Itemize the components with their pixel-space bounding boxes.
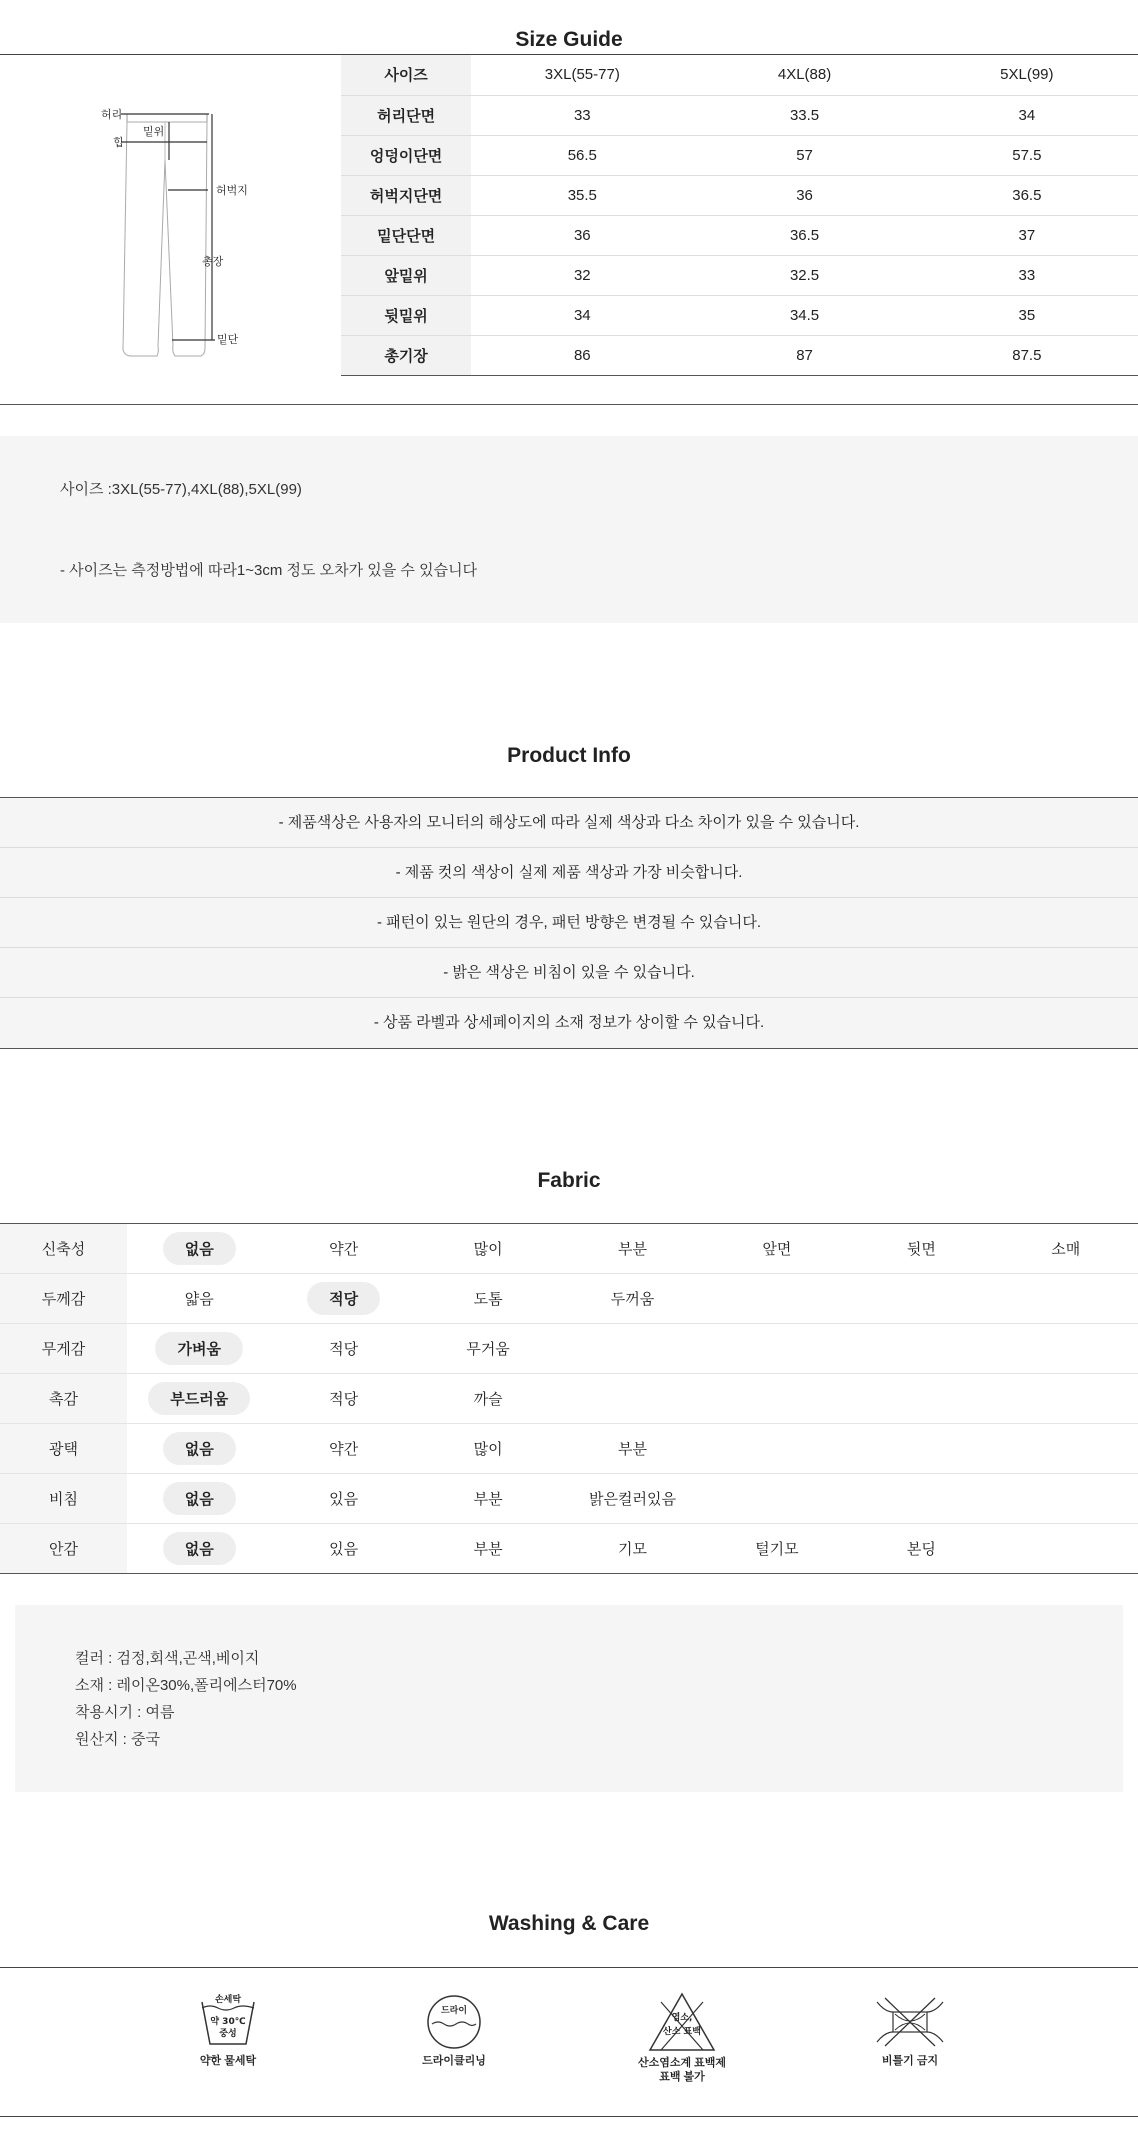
table-cell: 57 xyxy=(693,135,915,175)
wash-label: 비틀기 금지 xyxy=(881,2055,939,2067)
fabric-option-cell xyxy=(849,1274,993,1324)
fabric-option-cell xyxy=(416,1524,560,1574)
fabric-option-cell xyxy=(416,1324,560,1374)
fabric-option-cell xyxy=(560,1474,704,1524)
fabric-option-cell xyxy=(560,1274,704,1324)
fabric-option-cell xyxy=(994,1224,1138,1274)
table-row xyxy=(341,95,1138,135)
hand-wash-icon xyxy=(196,1992,260,2050)
table-cell: 36.5 xyxy=(693,215,915,255)
list-item: - 제품색상은 사용자의 모니터의 해상도에 따라 실제 색상과 다소 차이가 있을 수 있습니다. xyxy=(0,798,1138,848)
row-header: 허리단면 xyxy=(341,95,471,135)
fabric-season: 착용시기 : 여름 xyxy=(75,1704,175,1721)
fabric-option-cell xyxy=(271,1524,415,1574)
fabric-option-cell xyxy=(849,1474,993,1524)
fabric-option-cell xyxy=(127,1324,271,1374)
fabric-option-cell xyxy=(849,1524,993,1574)
dry-clean-icon-text: 드라이 xyxy=(440,2006,468,2016)
table-cell: 57.5 xyxy=(916,135,1138,175)
table-cell: 33 xyxy=(471,95,693,135)
size-guide-title: Size Guide xyxy=(515,28,623,51)
fabric-option-cell xyxy=(416,1424,560,1474)
fabric-option-cell xyxy=(705,1224,849,1274)
thigh-label: 허벅지 xyxy=(216,184,248,197)
fabric-option-cell xyxy=(271,1224,415,1274)
fabric-option-cell xyxy=(994,1374,1138,1424)
size-table xyxy=(341,55,1138,376)
table-cell: 35.5 xyxy=(471,175,693,215)
fabric-option-cell xyxy=(705,1524,849,1574)
fabric-row xyxy=(0,1274,1138,1324)
fabric-option-cell xyxy=(127,1474,271,1524)
wash-label: 약한 물세탁 xyxy=(199,2055,257,2067)
fabric-option: 있음 xyxy=(329,1491,359,1508)
fabric-option: 적당 xyxy=(329,1341,359,1358)
fabric-option-cell xyxy=(560,1424,704,1474)
list-item: - 밝은 색상은 비침이 있을 수 있습니다. xyxy=(0,948,1138,998)
table-row xyxy=(341,175,1138,215)
fabric-row-label: 촉감 xyxy=(0,1374,127,1424)
fabric-option-cell xyxy=(271,1324,415,1374)
wash-label: 산소염소계 표백제 xyxy=(637,2057,727,2069)
fabric-option-cell xyxy=(849,1374,993,1424)
fabric-option-cell xyxy=(416,1224,560,1274)
fabric-origin: 원산지 : 중국 xyxy=(75,1731,160,1748)
fabric-option: 약간 xyxy=(329,1441,359,1458)
table-row xyxy=(341,295,1138,335)
row-header: 밑단단면 xyxy=(341,215,471,255)
fabric-option-cell xyxy=(271,1274,415,1324)
table-cell: 36.5 xyxy=(916,175,1138,215)
fabric-option-cell xyxy=(994,1524,1138,1574)
rise-label: 밑위 xyxy=(143,125,165,138)
fabric-row xyxy=(0,1224,1138,1274)
fabric-option-selected: 없음 xyxy=(163,1482,236,1515)
table-cell: 34 xyxy=(916,95,1138,135)
fabric-option-cell xyxy=(416,1274,560,1324)
fabric-row-label: 비침 xyxy=(0,1474,127,1524)
fabric-row xyxy=(0,1424,1138,1474)
fabric-color: 컬러 : 검정,회색,곤색,베이지 xyxy=(75,1650,260,1667)
fabric-row-label: 광택 xyxy=(0,1424,127,1474)
washing-care-title: Washing & Care xyxy=(488,1912,650,1935)
size-column-header: 4XL(88) xyxy=(693,55,915,95)
table-cell: 33 xyxy=(916,255,1138,295)
fabric-option-cell xyxy=(705,1474,849,1524)
wash-item-hand-wash xyxy=(158,1992,298,2068)
product-info-list xyxy=(0,797,1138,1049)
list-item: - 패턴이 있는 원단의 경우, 패턴 방향은 변경될 수 있습니다. xyxy=(0,898,1138,948)
fabric-option-cell xyxy=(416,1374,560,1424)
fabric-option-cell xyxy=(994,1324,1138,1374)
size-note-box xyxy=(0,436,1138,623)
table-cell: 36 xyxy=(693,175,915,215)
fabric-option-cell xyxy=(705,1374,849,1424)
fabric-option-cell xyxy=(127,1274,271,1324)
divider xyxy=(0,404,1138,405)
size-header-label: 사이즈 xyxy=(341,55,471,95)
fabric-option: 얇음 xyxy=(184,1291,214,1308)
fabric-option-selected: 부드러움 xyxy=(148,1382,250,1415)
wash-label: 표백 불가 xyxy=(659,2071,705,2083)
no-bleach-icon xyxy=(647,1992,717,2052)
hand-wash-detergent: 중성 xyxy=(219,2029,237,2039)
wash-item-no-bleach xyxy=(612,1992,752,2084)
fabric-option: 부분 xyxy=(618,1441,647,1458)
row-header: 총기장 xyxy=(341,335,471,375)
table-cell: 87 xyxy=(693,335,915,375)
fabric-option: 두꺼움 xyxy=(610,1291,655,1308)
size-column-header: 5XL(99) xyxy=(916,55,1138,95)
fabric-option-cell xyxy=(416,1474,560,1524)
row-header: 뒷밑위 xyxy=(341,295,471,335)
row-header: 허벅지단면 xyxy=(341,175,471,215)
table-cell: 35 xyxy=(916,295,1138,335)
fabric-title: Fabric xyxy=(537,1169,601,1192)
table-cell: 86 xyxy=(471,335,693,375)
fabric-option: 밝은컬러있음 xyxy=(589,1491,676,1508)
fabric-option-cell xyxy=(994,1424,1138,1474)
no-wring-icon xyxy=(875,1992,945,2050)
size-note-tolerance: - 사이즈는 측정방법에 따라1~3cm 정도 오차가 있을 수 있습니다 xyxy=(60,562,478,579)
fabric-option-cell xyxy=(849,1424,993,1474)
table-cell: 32.5 xyxy=(693,255,915,295)
length-label: 총장 xyxy=(202,255,224,268)
row-header: 엉덩이단면 xyxy=(341,135,471,175)
fabric-option-selected: 가벼움 xyxy=(155,1332,242,1365)
fabric-option: 있음 xyxy=(329,1541,359,1558)
fabric-row xyxy=(0,1474,1138,1524)
fabric-option: 앞면 xyxy=(762,1241,792,1258)
wash-label: 드라이클리닝 xyxy=(422,2055,486,2067)
size-note-sizes: 사이즈 :3XL(55-77),4XL(88),5XL(99) xyxy=(60,481,302,498)
fabric-option-cell xyxy=(271,1474,415,1524)
hem-label: 밑단 xyxy=(217,333,239,346)
fabric-option: 부분 xyxy=(473,1491,503,1508)
table-row xyxy=(341,135,1138,175)
fabric-option-cell xyxy=(271,1424,415,1474)
divider xyxy=(0,2116,1138,2117)
table-cell: 56.5 xyxy=(471,135,693,175)
fabric-option: 적당 xyxy=(329,1391,359,1408)
fabric-option-cell xyxy=(705,1274,849,1324)
fabric-option: 약간 xyxy=(329,1241,359,1258)
table-cell: 33.5 xyxy=(693,95,915,135)
pants-measurement-figure xyxy=(95,100,275,370)
table-cell: 34.5 xyxy=(693,295,915,335)
table-cell: 32 xyxy=(471,255,693,295)
fabric-option: 소매 xyxy=(1051,1241,1081,1258)
fabric-option-cell xyxy=(994,1274,1138,1324)
fabric-option-cell xyxy=(994,1474,1138,1524)
table-cell: 34 xyxy=(471,295,693,335)
fabric-option: 털기모 xyxy=(755,1541,799,1558)
row-header: 앞밑위 xyxy=(341,255,471,295)
fabric-option: 본딩 xyxy=(906,1541,936,1558)
fabric-option-cell xyxy=(560,1224,704,1274)
fabric-row-label: 안감 xyxy=(0,1524,127,1574)
fabric-details-box xyxy=(15,1605,1123,1792)
fabric-option-cell xyxy=(705,1324,849,1374)
table-row xyxy=(341,335,1138,375)
fabric-option-cell xyxy=(127,1424,271,1474)
size-table-header xyxy=(341,55,1138,95)
table-row xyxy=(341,255,1138,295)
fabric-option-cell xyxy=(560,1524,704,1574)
hand-wash-temp: 약 30℃ xyxy=(210,2017,246,2027)
fabric-option-selected: 없음 xyxy=(163,1432,236,1465)
fabric-option-cell xyxy=(127,1374,271,1424)
fabric-row xyxy=(0,1374,1138,1424)
size-column-header: 3XL(55-77) xyxy=(471,55,693,95)
waist-label: 허리 xyxy=(101,108,123,121)
list-item: - 제품 컷의 색상이 실제 제품 색상과 가장 비슷합니다. xyxy=(0,848,1138,898)
fabric-option: 많이 xyxy=(473,1441,503,1458)
fabric-option: 부분 xyxy=(618,1241,647,1258)
fabric-option-cell xyxy=(705,1424,849,1474)
divider xyxy=(0,1967,1138,1968)
fabric-option: 무거움 xyxy=(466,1341,510,1358)
fabric-option-selected: 없음 xyxy=(163,1232,236,1265)
fabric-option-cell xyxy=(271,1374,415,1424)
fabric-option-cell xyxy=(560,1324,704,1374)
fabric-option-selected: 적당 xyxy=(307,1282,380,1315)
wash-item-no-wring xyxy=(840,1992,980,2068)
fabric-row xyxy=(0,1524,1138,1574)
table-cell: 87.5 xyxy=(916,335,1138,375)
fabric-option: 까슬 xyxy=(473,1391,503,1408)
fabric-material: 소재 : 레이온30%,폴리에스터70% xyxy=(75,1677,297,1694)
no-bleach-icon-subtext: 산소 표백 xyxy=(663,2027,701,2037)
table-row xyxy=(341,215,1138,255)
hip-label: 힙 xyxy=(113,136,124,149)
table-cell: 36 xyxy=(471,215,693,255)
wash-item-dry-clean xyxy=(384,1992,524,2068)
fabric-table xyxy=(0,1223,1138,1574)
hand-wash-icon-text: 손세탁 xyxy=(214,1995,242,2005)
fabric-option-cell xyxy=(127,1224,271,1274)
product-info-title: Product Info xyxy=(507,744,631,767)
fabric-option: 기모 xyxy=(618,1541,647,1558)
fabric-row xyxy=(0,1324,1138,1374)
list-item: - 상품 라벨과 상세페이지의 소재 정보가 상이할 수 있습니다. xyxy=(0,998,1138,1048)
fabric-row-label: 두께감 xyxy=(0,1274,127,1324)
dry-clean-icon xyxy=(422,1992,486,2050)
no-bleach-icon-text: 염소, xyxy=(671,2013,693,2023)
fabric-option-cell xyxy=(849,1224,993,1274)
fabric-option: 도톰 xyxy=(473,1291,503,1308)
fabric-option-cell xyxy=(127,1524,271,1574)
fabric-option: 많이 xyxy=(473,1241,503,1258)
fabric-option-cell xyxy=(849,1324,993,1374)
fabric-row-label: 신축성 xyxy=(0,1224,127,1274)
fabric-option: 부분 xyxy=(473,1541,503,1558)
table-cell: 37 xyxy=(916,215,1138,255)
fabric-option-selected: 없음 xyxy=(163,1532,236,1565)
fabric-option: 뒷면 xyxy=(906,1241,936,1258)
fabric-option-cell xyxy=(560,1374,704,1424)
fabric-row-label: 무게감 xyxy=(0,1324,127,1374)
